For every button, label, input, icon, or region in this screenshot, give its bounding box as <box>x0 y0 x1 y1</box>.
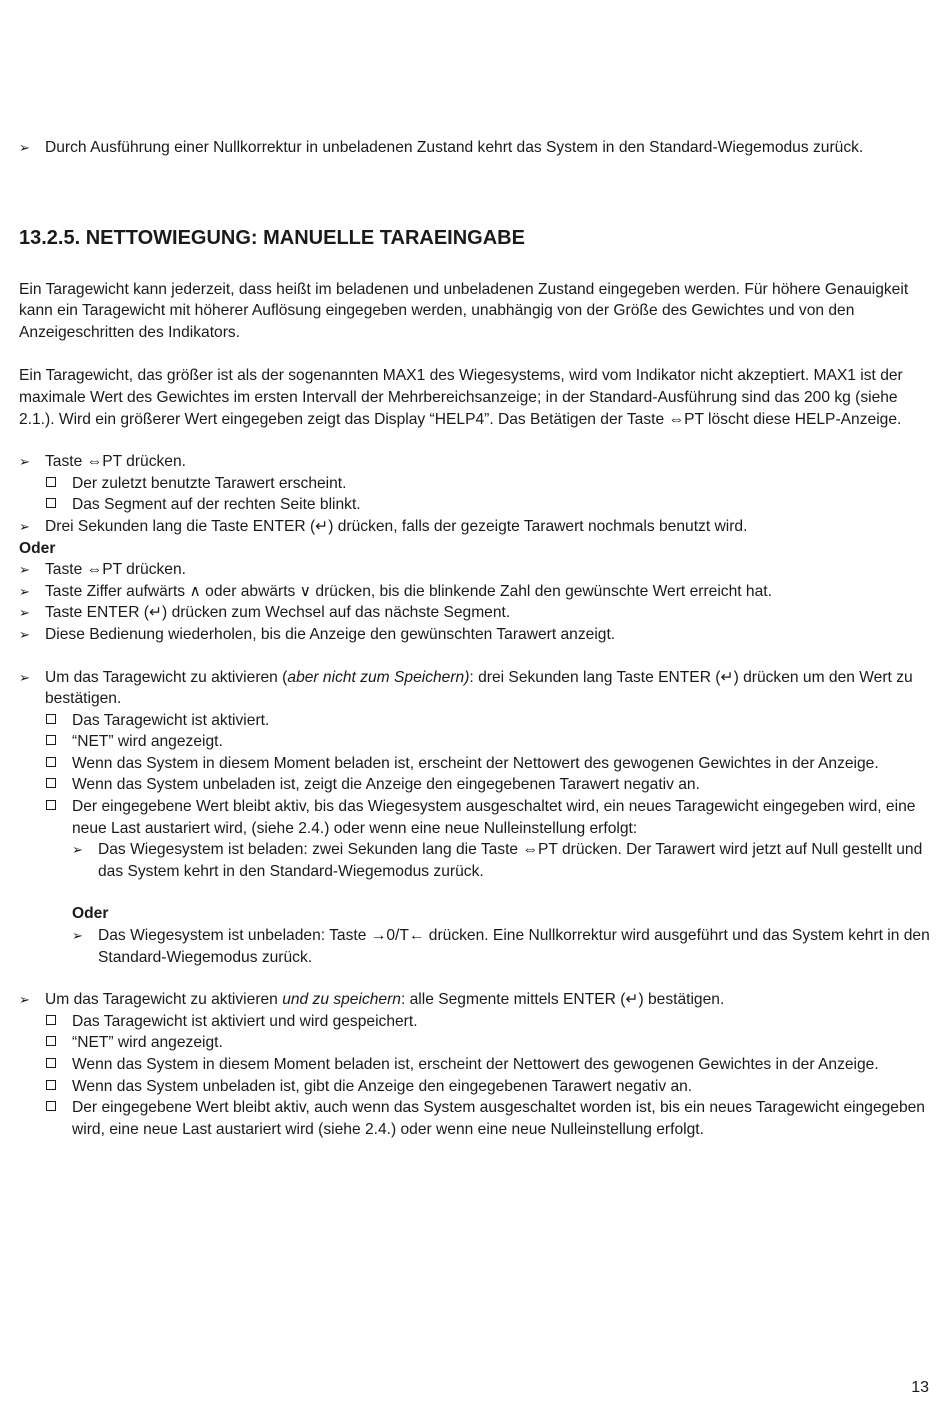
list-item: ➢ Um das Taragewicht zu aktivieren und zu speichern: alle Segmente mittels ENTER (↵) bestätigen. <box>19 989 931 1011</box>
list-item: Das Taragewicht ist aktiviert und wird gespeichert. <box>19 1011 931 1033</box>
list-item: ➢ Taste ⇔PT drücken. <box>19 559 931 581</box>
activate-section <box>19 667 931 969</box>
list-item: Der eingegebene Wert bleibt aktiv, bis das Wiegesystem ausgeschaltet wird, ein neues Taragewicht eingegeben wird, eine neue Last austariert wird, (siehe 2.4.) oder wenn eine neue Nulleinstellung erfolgt: <box>19 796 931 839</box>
list-item: ➢ Das Wiegesystem ist unbeladen: Taste →0/T← drücken. Eine Nullkorrektur wird ausgeführt und das System kehrt in den Standard-Wiegemodus zurück. <box>72 927 930 966</box>
checkbox-bullet-icon <box>46 753 56 775</box>
arrow-bullet-icon: ➢ <box>72 928 83 944</box>
checkbox-bullet-icon <box>46 731 56 753</box>
oder-label: Oder <box>19 539 56 557</box>
checkbox-bullet-icon <box>46 1032 56 1054</box>
document-page <box>19 137 931 1140</box>
arrow-bullet-icon: ➢ <box>72 842 83 858</box>
arrow-bullet-icon: ➢ <box>19 669 30 685</box>
arrow-bullet-icon: ➢ <box>19 605 30 621</box>
list-item: Das Taragewicht ist aktiviert. <box>19 710 931 732</box>
checkbox-bullet-icon <box>46 1011 56 1033</box>
arrow-bullet-icon: ➢ <box>19 454 30 470</box>
section-heading: 13.2.5. NETTOWIEGUNG: MANUELLE TARAEINGABE <box>19 226 525 249</box>
list-item: Der eingegebene Wert bleibt aktiv, auch wenn das System ausgeschaltet worden ist, bis ein neues Taragewicht eingegeben wird, eine neue Last austariert wird (siehe 2.4.) oder wenn eine neue Nulleinstellung erfolgt. <box>19 1097 931 1140</box>
oder-label: Oder <box>72 905 109 923</box>
arrow-bullet-icon: ➢ <box>19 626 30 642</box>
list-item: ➢ Durch Ausführung einer Nullkorrektur in unbeladenen Zustand kehrt das System in den Standard-Wiegemodus zurück. <box>19 137 931 159</box>
steps-section <box>19 451 931 645</box>
list-item: ➢ Taste ENTER (↵) drücken zum Wechsel auf das nächste Segment. <box>19 602 931 624</box>
checkbox-bullet-icon <box>46 774 56 796</box>
list-item: Wenn das System in diesem Moment beladen ist, erscheint der Nettowert des gewogenen Gewichtes in der Anzeige. <box>19 753 931 775</box>
arrow-bullet-icon: ➢ <box>19 992 30 1008</box>
checkbox-bullet-icon <box>46 1076 56 1098</box>
checkbox-bullet-icon <box>46 796 56 818</box>
list-item: Das Segment auf der rechten Seite blinkt. <box>19 494 931 516</box>
arrow-bullet-icon: ➢ <box>19 583 30 599</box>
list-item: ➢ Das Wiegesystem ist beladen: zwei Sekunden lang die Taste ⇔PT drücken. Der Tarawert wird jetzt auf Null gestellt und das System kehrt in den Standard-Wiegemodus zurück. <box>72 841 923 880</box>
list-item: ➢ Drei Sekunden lang die Taste ENTER (↵) drücken, falls der gezeigte Tarawert nochmals benutzt wird. <box>19 516 931 538</box>
paragraph: Ein Taragewicht kann jederzeit, dass heißt im beladenen und unbeladenen Zustand eingegeben werden. Für höhere Genauigkeit kann ein Taragewicht mit höherer Auflösung eingegeben werden, unabhängig von der Größe des Gewichtes und von den Anzeigeschritten des Indikators. <box>19 280 909 341</box>
arrow-bullet-icon: ➢ <box>19 140 30 155</box>
list-item: Wenn das System in diesem Moment beladen ist, erscheint der Nettowert des gewogenen Gewichtes in der Anzeige. <box>19 1054 931 1076</box>
arrow-bullet-icon: ➢ <box>19 518 30 534</box>
list-item: “NET” wird angezeigt. <box>19 1032 931 1054</box>
list-item: Der zuletzt benutzte Tarawert erscheint. <box>19 473 931 495</box>
list-item: Wenn das System unbeladen ist, gibt die Anzeige den eingegebenen Tarawert negativ an. <box>19 1076 931 1098</box>
paragraph: Ein Taragewicht, das größer ist als der sogenannten MAX1 des Wiegesystems, wird vom Indikator nicht akzeptiert. MAX1 ist der maximale Wert des Gewichtes im ersten Intervall der Mehrbereichsanzeige; in der Standard-Ausführung sind das 200 kg (siehe 2.1.). Wird ein größerer Wert eingegeben zeigt das Display “HELP4”. Das Betätigen der Taste ⇔PT löscht diese HELP-Anzeige. <box>19 367 903 428</box>
checkbox-bullet-icon <box>46 1054 56 1076</box>
arrow-bullet-icon: ➢ <box>19 562 30 578</box>
checkbox-bullet-icon <box>46 494 56 516</box>
list-item: Wenn das System unbeladen ist, zeigt die Anzeige den eingegebenen Tarawert negativ an. <box>19 774 931 796</box>
page-number: 13 <box>911 1379 929 1396</box>
checkbox-bullet-icon <box>46 1097 56 1119</box>
store-section <box>19 989 931 1140</box>
list-item: “NET” wird angezeigt. <box>19 731 931 753</box>
list-item: ➢ Taste Ziffer aufwärts ∧ oder abwärts ∨ drücken, bis die blinkende Zahl den gewünschte Wert erreicht hat. <box>19 581 931 603</box>
list-item: ➢ Diese Bedienung wiederholen, bis die Anzeige den gewünschten Tarawert anzeigt. <box>19 624 931 646</box>
checkbox-bullet-icon <box>46 473 56 495</box>
list-item: ➢ Taste ⇔PT drücken. <box>19 451 931 473</box>
list-item: ➢ Um das Taragewicht zu aktivieren (aber nicht zum Speichern): drei Sekunden lang Taste ENTER (↵) drücken um den Wert zu bestätigen. <box>19 668 913 708</box>
checkbox-bullet-icon <box>46 710 56 732</box>
